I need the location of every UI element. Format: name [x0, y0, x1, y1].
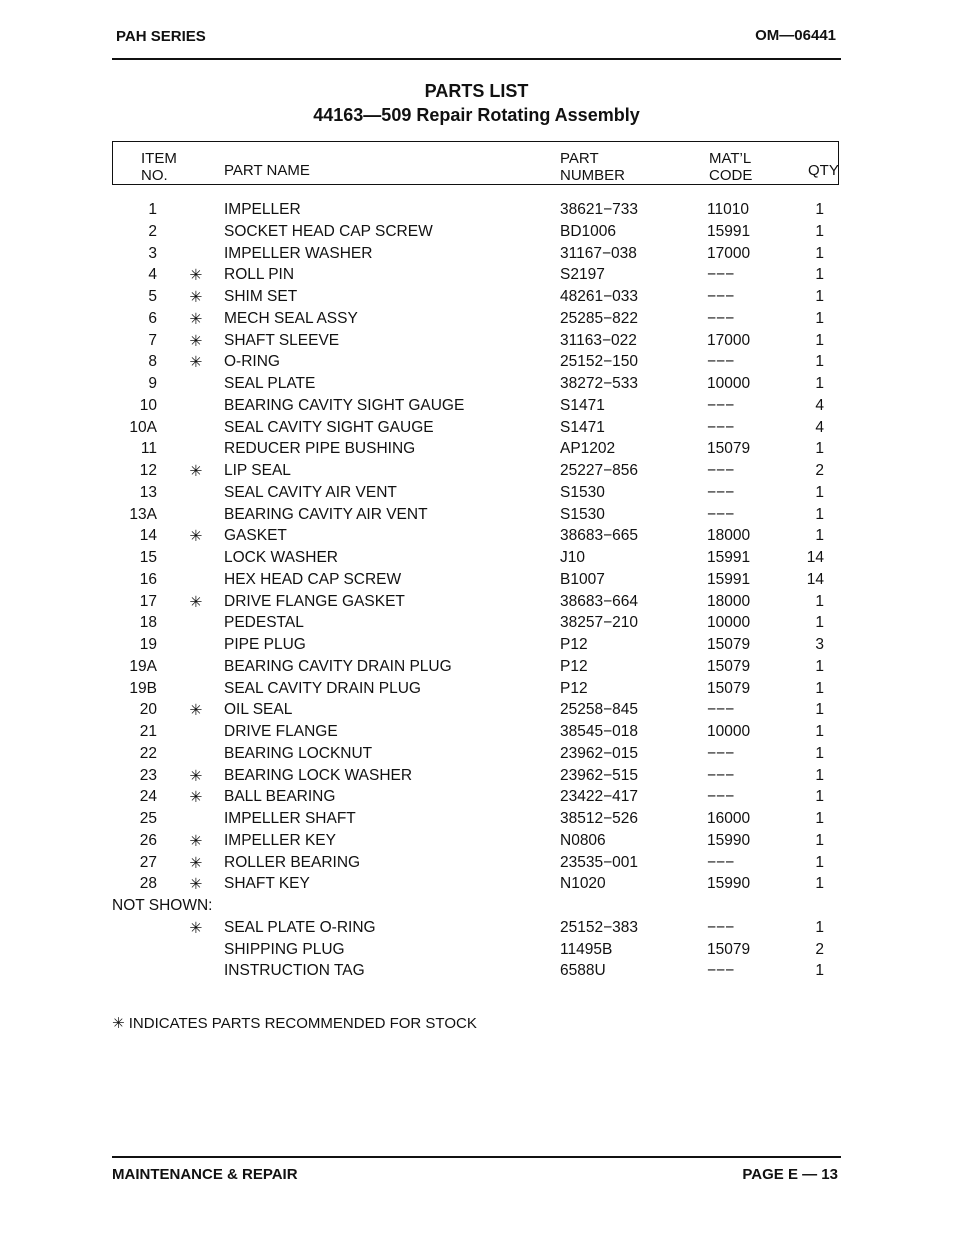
table-row — [0, 658, 954, 680]
material-code: 15079 — [707, 440, 751, 458]
part-number: 25258−845 — [560, 701, 639, 719]
table-row — [0, 832, 954, 854]
material-code: 15079 — [707, 940, 751, 958]
part-number: 31167−038 — [560, 244, 637, 262]
col-part-name: PART NAME — [224, 162, 310, 179]
quantity: 1 — [815, 679, 824, 697]
table-row — [0, 332, 954, 354]
quantity: 1 — [815, 201, 824, 218]
quantity: 1 — [815, 657, 824, 675]
material-code: −−− — [707, 309, 735, 327]
part-name: GASKET — [224, 527, 287, 545]
col-part-line1: PART — [560, 150, 599, 167]
part-name: IMPELLER WASHER — [224, 244, 373, 262]
table-row — [0, 397, 954, 419]
material-code: 10000 — [707, 723, 751, 740]
col-item-line2: NO. — [141, 167, 168, 184]
item-number: 19A — [129, 657, 157, 675]
part-number: 23962−515 — [560, 766, 639, 784]
table-row — [0, 266, 954, 288]
part-name: SEAL CAVITY AIR VENT — [224, 483, 397, 501]
table-row — [0, 419, 954, 441]
material-code: 17000 — [707, 331, 751, 349]
quantity: 1 — [815, 919, 824, 936]
table-row — [0, 810, 954, 832]
part-name: BEARING CAVITY SIGHT GAUGE — [224, 396, 465, 414]
quantity: 2 — [815, 462, 824, 479]
quantity: 1 — [815, 331, 824, 349]
material-code: −−− — [707, 288, 735, 305]
part-name: O-RING — [224, 353, 280, 371]
material-code: 15079 — [707, 636, 751, 653]
stock-star-icon: ✳ — [189, 593, 203, 611]
quantity: 1 — [815, 810, 824, 827]
material-code: 17000 — [707, 244, 751, 262]
page-title: PARTS LIST — [424, 81, 529, 101]
quantity: 1 — [815, 962, 824, 980]
part-name: ROLLER BEARING — [224, 853, 361, 871]
stock-footnote: ✳ INDICATES PARTS RECOMMENDED FOR STOCK — [112, 1015, 477, 1032]
stock-star-icon: ✳ — [189, 920, 203, 937]
table-row — [0, 788, 954, 810]
item-number: 15 — [139, 549, 157, 566]
item-number: 24 — [139, 788, 157, 806]
table-row — [0, 245, 954, 267]
table-row — [0, 310, 954, 332]
header-series: PAH SERIES — [116, 28, 206, 45]
table-row — [0, 571, 954, 593]
material-code: −−− — [707, 919, 735, 936]
quantity: 4 — [815, 418, 824, 436]
part-name: BALL BEARING — [224, 788, 336, 806]
item-number: 23 — [139, 766, 157, 784]
part-number: 38683−665 — [560, 527, 639, 545]
part-number: S1530 — [560, 483, 605, 501]
part-number: B1007 — [560, 570, 605, 588]
part-name: MECH SEAL ASSY — [224, 309, 358, 327]
quantity: 1 — [815, 309, 824, 327]
part-number: 25227−856 — [560, 462, 639, 479]
part-name: HEX HEAD CAP SCREW — [224, 570, 402, 588]
material-code: 15079 — [707, 679, 751, 697]
material-code: 10000 — [707, 614, 751, 632]
table-row — [0, 680, 954, 702]
part-number: 11495B — [560, 940, 613, 958]
part-number: S2197 — [560, 266, 605, 284]
part-number: BD1006 — [560, 222, 617, 240]
table-row — [0, 549, 954, 571]
table-row — [0, 484, 954, 506]
item-number: 6 — [148, 309, 157, 327]
footer-rule — [112, 1156, 841, 1158]
material-code: −−− — [707, 788, 735, 806]
item-number: 13 — [139, 483, 157, 501]
table-row — [0, 201, 954, 223]
part-number: 38545−018 — [560, 723, 639, 740]
part-number: 38621−733 — [560, 201, 639, 218]
quantity: 1 — [815, 505, 824, 523]
quantity: 1 — [815, 875, 824, 893]
item-number: 18 — [139, 614, 157, 632]
material-code: 15990 — [707, 875, 751, 893]
part-number: P12 — [560, 679, 588, 697]
quantity: 1 — [815, 831, 824, 849]
quantity: 2 — [815, 940, 824, 958]
part-number: S1471 — [560, 418, 605, 436]
material-code: 15991 — [707, 549, 751, 566]
quantity: 1 — [815, 288, 824, 305]
part-name: IMPELLER KEY — [224, 831, 336, 849]
material-code: −−− — [707, 353, 735, 371]
material-code: −−− — [707, 483, 735, 501]
stock-star-icon: ✳ — [189, 767, 203, 785]
stock-star-icon: ✳ — [189, 854, 203, 872]
part-number: AP1202 — [560, 440, 616, 458]
material-code: −−− — [707, 853, 735, 871]
table-row — [0, 614, 954, 636]
material-code: −−− — [707, 505, 735, 523]
quantity: 1 — [815, 375, 824, 392]
table-row — [0, 745, 954, 767]
col-part-line2: NUMBER — [560, 167, 626, 184]
col-mat-line1: MAT’L — [709, 150, 752, 167]
part-name: BEARING CAVITY AIR VENT — [224, 505, 428, 523]
item-number: 3 — [148, 244, 157, 262]
quantity: 1 — [815, 244, 824, 262]
table-row — [0, 506, 954, 528]
part-name: BEARING LOCKNUT — [224, 744, 373, 762]
part-number: P12 — [560, 657, 588, 675]
part-number: N0806 — [560, 831, 606, 849]
part-name: BEARING LOCK WASHER — [224, 766, 413, 784]
item-number: 16 — [139, 570, 157, 588]
stock-star-icon: ✳ — [189, 289, 203, 306]
part-number: 38257−210 — [560, 614, 639, 632]
part-name: SHIPPING PLUG — [224, 940, 345, 958]
item-number: 1 — [148, 201, 157, 218]
part-name: LIP SEAL — [224, 462, 291, 479]
quantity: 1 — [815, 527, 824, 545]
item-number: 19 — [139, 636, 157, 653]
quantity: 1 — [815, 744, 824, 762]
quantity: 1 — [815, 222, 824, 240]
quantity: 1 — [815, 266, 824, 284]
part-name: SHAFT SLEEVE — [224, 331, 340, 349]
item-number: 28 — [139, 875, 157, 893]
item-number: 4 — [148, 266, 157, 284]
item-number: 17 — [139, 592, 157, 610]
material-code: 16000 — [707, 810, 751, 827]
part-name: DRIVE FLANGE GASKET — [224, 592, 405, 610]
quantity: 3 — [815, 636, 824, 653]
part-name: SEAL CAVITY SIGHT GAUGE — [224, 418, 434, 436]
item-number: 13A — [129, 505, 157, 523]
part-name: PIPE PLUG — [224, 636, 306, 653]
part-number: 25152−150 — [560, 353, 639, 371]
quantity: 1 — [815, 614, 824, 632]
table-row — [0, 440, 954, 462]
material-code: 18000 — [707, 592, 751, 610]
part-name: SEAL PLATE — [224, 375, 316, 392]
quantity: 1 — [815, 788, 824, 806]
part-number: P12 — [560, 636, 588, 653]
stock-star-icon: ✳ — [189, 832, 203, 850]
col-qty: QTY — [808, 162, 839, 179]
column-header-box — [112, 141, 839, 185]
table-row — [0, 288, 954, 310]
material-code: 10000 — [707, 375, 751, 392]
item-number: 8 — [148, 353, 157, 371]
table-row — [0, 962, 954, 984]
stock-star-icon: ✳ — [189, 354, 203, 372]
item-number: 19B — [129, 679, 157, 697]
header-rule — [112, 58, 841, 60]
material-code: −−− — [707, 701, 735, 719]
part-number: 25285−822 — [560, 309, 639, 327]
part-name: SHAFT KEY — [224, 875, 310, 893]
material-code: 15990 — [707, 831, 751, 849]
stock-star-icon: ✳ — [189, 528, 203, 546]
part-number: 31163−022 — [560, 331, 637, 349]
item-number: 10 — [139, 396, 157, 414]
part-name: REDUCER PIPE BUSHING — [224, 440, 416, 458]
stock-star-icon: ✳ — [189, 876, 203, 894]
item-number: 25 — [139, 810, 157, 827]
quantity: 14 — [806, 549, 824, 566]
col-mat-line2: CODE — [709, 167, 753, 184]
footer-section: MAINTENANCE & REPAIR — [112, 1166, 298, 1183]
col-item-line1: ITEM — [141, 150, 177, 167]
part-name: SHIM SET — [224, 288, 298, 305]
stock-star-icon: ✳ — [189, 789, 203, 807]
table-row — [0, 353, 954, 375]
part-number: 23962−015 — [560, 744, 639, 762]
part-number: 38272−533 — [560, 375, 639, 392]
material-code: −−− — [707, 962, 735, 980]
stock-star-icon: ✳ — [189, 332, 203, 350]
item-number: 9 — [148, 375, 157, 392]
table-row — [0, 223, 954, 245]
material-code: 18000 — [707, 527, 751, 545]
material-code: −−− — [707, 766, 735, 784]
part-name: IMPELLER SHAFT — [224, 810, 356, 827]
part-name: OIL SEAL — [224, 701, 293, 719]
table-row — [0, 941, 954, 963]
quantity: 1 — [815, 353, 824, 371]
item-number: 11 — [140, 440, 157, 458]
item-number: 10A — [129, 418, 157, 436]
part-name: LOCK WASHER — [224, 549, 338, 566]
material-code: −−− — [707, 744, 735, 762]
quantity: 1 — [815, 483, 824, 501]
material-code: 15079 — [707, 657, 751, 675]
part-number: J10 — [560, 549, 585, 566]
part-number: 25152−383 — [560, 919, 639, 936]
item-number: 22 — [139, 744, 157, 762]
part-name: PEDESTAL — [224, 614, 304, 632]
item-number: 27 — [139, 853, 157, 871]
part-number: 48261−033 — [560, 288, 639, 305]
material-code: −−− — [707, 396, 735, 414]
stock-star-icon: ✳ — [189, 310, 203, 328]
part-name: SEAL PLATE O-RING — [224, 919, 376, 936]
item-number: 5 — [148, 288, 157, 305]
part-number: S1471 — [560, 396, 605, 414]
part-name: SOCKET HEAD CAP SCREW — [224, 222, 433, 240]
part-name: IMPELLER — [224, 201, 301, 218]
material-code: −−− — [707, 266, 735, 284]
part-name: ROLL PIN — [224, 266, 295, 284]
material-code: 15991 — [707, 570, 751, 588]
table-row — [0, 527, 954, 549]
not-shown-label: NOT SHOWN: — [112, 897, 213, 914]
footer-page-number: PAGE E — 13 — [742, 1166, 838, 1183]
table-row — [0, 767, 954, 789]
quantity: 1 — [815, 853, 824, 871]
header-doc-number: OM—06441 — [755, 27, 836, 44]
material-code: 15991 — [707, 222, 751, 240]
quantity: 1 — [815, 440, 824, 458]
quantity: 1 — [815, 701, 824, 719]
quantity: 1 — [815, 723, 824, 740]
item-number: 12 — [139, 462, 157, 479]
quantity: 1 — [815, 766, 824, 784]
table-row — [0, 462, 954, 484]
part-name: INSTRUCTION TAG — [224, 962, 365, 980]
item-number: 2 — [148, 222, 157, 240]
stock-star-icon: ✳ — [189, 463, 203, 480]
page-subtitle: 44163—509 Repair Rotating Assembly — [313, 105, 640, 125]
material-code: −−− — [707, 462, 735, 479]
table-row — [0, 723, 954, 745]
item-number: 20 — [139, 701, 157, 719]
table-row — [0, 593, 954, 615]
part-number: 23422−417 — [560, 788, 639, 806]
table-row — [0, 375, 954, 397]
part-number: S1530 — [560, 505, 605, 523]
stock-star-icon: ✳ — [189, 267, 203, 285]
table-row — [0, 854, 954, 876]
item-number: 14 — [139, 527, 157, 545]
stock-star-icon: ✳ — [189, 702, 203, 720]
table-row — [0, 875, 954, 897]
quantity: 1 — [815, 592, 824, 610]
material-code: −−− — [707, 418, 735, 436]
quantity: 4 — [815, 396, 824, 414]
item-number: 26 — [139, 831, 157, 849]
table-row — [0, 919, 954, 941]
item-number: 7 — [148, 331, 157, 349]
item-number: 21 — [139, 723, 157, 740]
part-name: BEARING CAVITY DRAIN PLUG — [224, 657, 452, 675]
part-name: SEAL CAVITY DRAIN PLUG — [224, 679, 421, 697]
part-number: 23535−001 — [560, 853, 639, 871]
part-number: 38683−664 — [560, 592, 639, 610]
part-number: 38512−526 — [560, 810, 639, 827]
material-code: 11010 — [707, 201, 749, 218]
table-row — [0, 701, 954, 723]
part-number: 6588U — [560, 962, 606, 980]
part-number: N1020 — [560, 875, 606, 893]
quantity: 14 — [806, 570, 824, 588]
table-row — [0, 636, 954, 658]
part-name: DRIVE FLANGE — [224, 723, 338, 740]
